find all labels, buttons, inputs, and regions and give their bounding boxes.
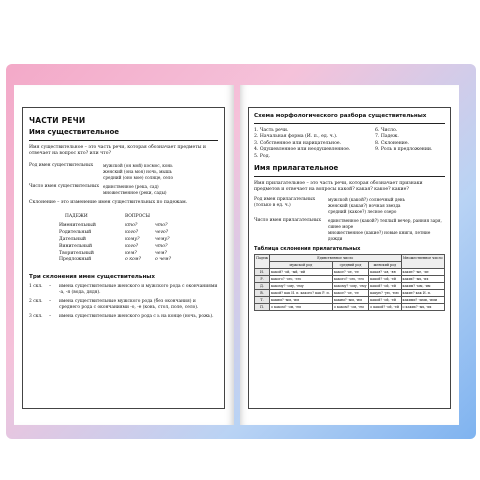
parts-of-speech-panel (22, 107, 225, 409)
table-cell: каких? -ых, -их (401, 275, 444, 282)
table-cell: какую? -ую, -юю (369, 290, 401, 297)
case-question: кому? (125, 236, 140, 242)
adj-gender-value: средний (какое?) лесное озеро (328, 208, 397, 214)
case-question: кто? (125, 222, 138, 228)
case-question: о чем? (155, 257, 172, 263)
case-name: Винительный (59, 243, 93, 249)
table-cell: какое? -ое, -ее (332, 268, 368, 275)
table-row (255, 297, 445, 304)
table-header: Единственное число (270, 254, 402, 261)
noun-number-value: единственное (река, сад) (103, 184, 159, 190)
table-cell: какого? -ого, -его (332, 275, 368, 282)
table-row (255, 268, 445, 275)
divider (254, 176, 445, 177)
section-title-noun: Имя существительное (29, 128, 120, 136)
adjective-declension-table (254, 254, 445, 312)
morphology-panel (248, 107, 451, 409)
scheme-item: 7. Падеж. (375, 134, 399, 140)
adj-number-value: множественное (какие?) новые книги, летние дожди (328, 230, 431, 241)
table-row (255, 304, 445, 311)
table-cell: каким? -ым, -им (332, 297, 368, 304)
scheme-list (254, 128, 445, 160)
scheme-item: 9. Роль в предложении. (375, 147, 433, 153)
table-cell: какой? -ой, -ый, -ий (270, 268, 333, 275)
page-title: ЧАСТИ РЕЧИ (29, 116, 86, 125)
case-name: Родительный (59, 229, 92, 235)
table-title: Таблица склонения прилагательных (254, 245, 361, 252)
table-header: Множественное число (401, 254, 444, 268)
table-cell: П. (255, 304, 270, 311)
scheme-item: 3. Собственное или нарицательное. (254, 140, 342, 146)
left-page (14, 85, 234, 425)
right-page (240, 85, 459, 425)
table-subheader: мужской род (270, 261, 333, 268)
table-cell: какому? -ому, -ему (270, 282, 333, 289)
case-name: Творительный (59, 250, 94, 256)
declension-number: 1 скл. (29, 284, 43, 290)
declension-text: имена существительные мужского рода (без окончания) и среднего рода с окончаниями -о, -е (конь, стол, поле, село). (59, 298, 199, 310)
declension-item: 1 скл. – имена существительные женского и мужского рода с окончаниями -а, -я (вода, дядя). (29, 284, 218, 296)
case-question: о ком? (125, 257, 142, 263)
adj-number-label: Число имен прилагательных (254, 218, 321, 224)
case-row (59, 257, 218, 264)
table-cell: какая? -ая, -яя (369, 268, 401, 275)
table-header: Падеж (255, 254, 270, 268)
divider (29, 140, 218, 141)
scheme-item: 1. Часть речи. (254, 128, 289, 133)
declension-number: 2 скл. (29, 298, 43, 304)
scheme-item: 8. Склонение. (375, 140, 409, 146)
table-cell: какой? как И. п. какого? как Р. п. (270, 290, 333, 297)
declension-text: имена существительные женского рода с ь на конце (ночь, рожь). (59, 313, 214, 319)
table-cell: какой? -ой, -ей (369, 297, 401, 304)
noun-number-label: Число имен существительных (29, 184, 99, 190)
noun-gender-value: мужской (он мой) космос, конь (103, 163, 173, 168)
scheme-item: 6. Число. (375, 128, 398, 133)
questions-header: ВОПРОСЫ (125, 213, 150, 219)
case-question: кого? (125, 229, 139, 235)
case-question: чего? (155, 229, 169, 235)
table-subheader: средний род (332, 261, 368, 268)
table-cell: какой? -ой, -ей (369, 275, 401, 282)
noun-number-row (29, 184, 218, 196)
table-subheader: женский род (369, 261, 401, 268)
table-row (255, 275, 445, 282)
table-cell: какого? -ого, -его (270, 275, 333, 282)
table-cell: какому? -ому, -ему (332, 282, 368, 289)
case-name: Предложный (59, 257, 92, 263)
table-cell: о каком? -ом, -ем (270, 304, 333, 311)
table-row (255, 290, 445, 297)
table-cell: какими? -ыми, -ими (401, 297, 444, 304)
noun-gender-label: Род имен существительных (29, 163, 94, 168)
case-question: кем? (125, 250, 137, 256)
case-question: чему? (155, 236, 170, 242)
table-cell: какой? -ой, -ей (369, 282, 401, 289)
declension-text: имена существительные женского и мужского рода с окончаниями -а, -я (вода, дядя). (59, 284, 218, 296)
adjective-definition: Имя прилагательное – это часть речи, которая обозначает признаки предметов и отвечает на вопросы какой? какая? какое? какие? (254, 181, 423, 193)
table-cell: о какой? -ой, -ей (369, 304, 401, 311)
case-row (59, 223, 218, 230)
case-question: кого? (125, 243, 139, 249)
case-row (59, 244, 218, 251)
table-cell: какие? -ые, -ие (401, 268, 444, 275)
noun-gender-row (29, 163, 218, 180)
table-cell: какие? как И. п. (401, 290, 444, 297)
case-question: что? (155, 222, 168, 228)
case-row (59, 230, 218, 237)
case-name: Именительный (59, 222, 96, 228)
table-cell: Т. (255, 297, 270, 304)
adj-number-value: единственное (какой?) теплый вечер, ранняя заря, синее море (328, 218, 442, 230)
noun-gender-value: средний (оно мое) солнце, село (103, 174, 173, 180)
declension-item: 2 скл. – имена существительные мужского рода (без окончания) и среднего рода с окончаниями -о, -е (конь, стол, поле, село). (29, 299, 218, 311)
section-title-adjective: Имя прилагательное (254, 164, 339, 173)
scheme-title: Схема морфологического разбора существительных (254, 113, 427, 119)
scheme-item: 5. Род. (254, 153, 270, 159)
table-cell: какое? -ое, -ее (332, 290, 368, 297)
adj-gender-label: Род имен прилагательных (только в ед. ч.) (254, 197, 316, 208)
table-cell: В. (255, 290, 270, 297)
table-cell: каким? -ым, -им (401, 282, 444, 289)
case-question: чем? (155, 250, 167, 256)
cases-table (59, 214, 218, 264)
noun-number-value: множественное (реки, сады) (103, 190, 167, 196)
case-name: Дательный (59, 236, 86, 242)
three-declensions-title: Три склонения имен существительных (29, 274, 155, 281)
noun-definition: Имя существительное – это часть речи, которая обозначает предметы и отвечает на вопрос кто? или что? (29, 145, 206, 156)
table-cell: о каком? -ом, -ем (332, 304, 368, 311)
adj-number-row (254, 218, 445, 241)
declension-definition: Склонение – это изменение имен существительных по падежам. (29, 199, 188, 205)
noun-gender-value: женский (она моя) ночь, мышь (103, 168, 172, 174)
adj-gender-value: женский (какая?) ночная звезда (328, 202, 401, 208)
table-cell: каким? -ым, -им (270, 297, 333, 304)
adj-gender-row (254, 197, 445, 214)
case-row (59, 237, 218, 244)
declension-number: 3 скл. (29, 313, 43, 319)
divider (254, 123, 445, 124)
table-cell: Р. (255, 275, 270, 282)
adj-gender-value: мужской (какой?) солнечный день (328, 197, 406, 203)
declension-item: 3 скл. – имена существительные женского рода с ь на конце (ночь, рожь). (29, 313, 214, 319)
scheme-item: 4. Одушевленное или неодушевленное. (254, 147, 351, 153)
table-cell: И. (255, 268, 270, 275)
table-row (255, 282, 445, 289)
table-cell: о каких? -ых, -их (401, 304, 444, 311)
scheme-item: 2. Начальная форма (И. п., ед. ч.). (254, 134, 338, 140)
cases-header: ПАДЕЖИ (65, 213, 88, 219)
case-question: что? (155, 243, 168, 249)
table-cell: Д. (255, 282, 270, 289)
